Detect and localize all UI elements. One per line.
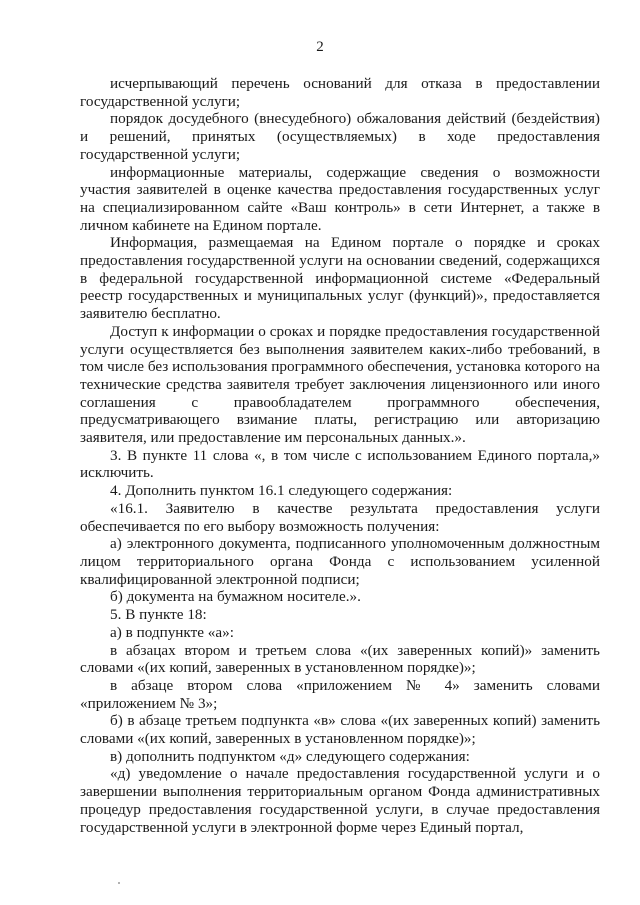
- page-number: 2: [316, 39, 324, 55]
- paragraph: б) документа на бумажном носителе.».: [110, 588, 361, 606]
- document-body: [80, 75, 600, 836]
- paragraph: в абзацах втором и третьем слова «(их заверенных копий)» заменить словами «(их копий, заверенных в установленном порядке)»;: [80, 641, 600, 677]
- paragraph: а) электронного документа, подписанного уполномоченным должностным лицом территориального органа Фонда с использованием усиленной квалифицированной электронной подписи;: [80, 535, 600, 588]
- paragraph: исчерпывающий перечень оснований для отказа в предоставлении государственной услуги;: [80, 75, 600, 110]
- paragraph: 3. В пункте 11 слова «, в том числе с использованием Единого портала,» исключить.: [80, 446, 600, 482]
- paragraph: «д) уведомление о начале предоставления государственной услуги и о завершении выполнения территориальным органом Фонда административных процедур предоставления государственной услуги, в случае предоставления государственной услуги в электронной форме через Единый портал,: [80, 765, 600, 836]
- paragraph: Доступ к информации о сроках и порядке предоставления государственной услуги осуществляется без выполнения заявителем каких-либо требований, в том числе без использования программного обеспечения, установка которого на технические средства заявителя требует заключения лицензионного или иного соглашения с правообладателем программного обеспечения, предусматривающего взимание платы, регистрацию или авторизацию заявителя, или предоставление им персональных данных.».: [80, 322, 600, 447]
- paragraph: информационные материалы, содержащие сведения о возможности участия заявителей в оценке качества предоставления государственных услуг на специализированном сайте «Ваш контроль» в сети Интернет, а также в личном кабинете на Едином портале.: [80, 163, 600, 234]
- scan-speck: [118, 882, 120, 884]
- paragraph: 5. В пункте 18:: [110, 606, 207, 624]
- paragraph: Информация, размещаемая на Едином портале о порядке и сроках предоставления государственной услуги на основании сведений, содержащихся в федеральной государственной информационной системе «Федеральный реестр государственных и муниципальных услуг (функций)», предоставляется заявителю бесплатно.: [80, 234, 600, 323]
- paragraph: «16.1. Заявителю в качестве результата предоставления услуги обеспечивается по его выбору возможность получения:: [80, 499, 600, 535]
- paragraph: 4. Дополнить пунктом 16.1 следующего содержания:: [110, 482, 453, 500]
- paragraph: в абзаце втором слова «приложением № 4» заменить словами «приложением № 3»;: [80, 676, 600, 712]
- paragraph: б) в абзаце третьем подпункта «в» слова «(их заверенных копий) заменить словами «(их копий, заверенных в установленном порядке)»;: [80, 712, 600, 748]
- paragraph: а) в подпункте «а»:: [110, 623, 234, 641]
- paragraph: в) дополнить подпунктом «д» следующего содержания:: [110, 747, 470, 765]
- paragraph: порядок досудебного (внесудебного) обжалования действий (бездействия) и решений, принятых (осуществляемых) в ходе предоставления государственной услуги;: [80, 110, 600, 163]
